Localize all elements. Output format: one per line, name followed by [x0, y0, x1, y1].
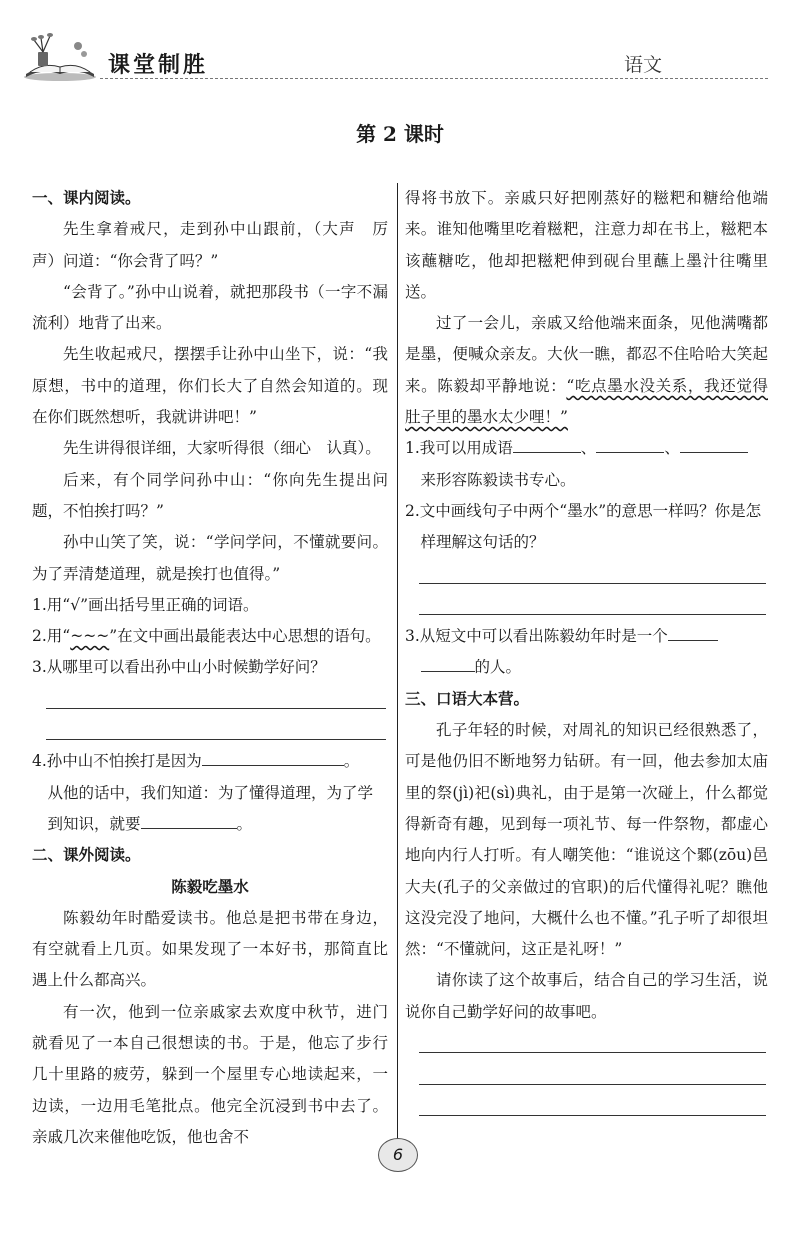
- underlined-sentence: “吃点墨水没关系，我还觉得肚子里的墨水太少哩！”: [405, 376, 768, 427]
- lesson-title: 第 2 课时: [356, 122, 444, 146]
- story-paragraph-cont: 得将书放下。亲戚只好把刚蒸好的糍粑和糖给他端来。谁知他嘴里吃着糍粑，注意力却在书上，糍粑本该蘸糖吃，他却把糍粑伸到砚台里蘸上墨汁往嘴里送。: [405, 189, 768, 301]
- answer-blank[interactable]: [680, 434, 748, 453]
- answer-blank[interactable]: [421, 653, 475, 672]
- answer-blank[interactable]: [513, 434, 581, 453]
- answer-line[interactable]: [32, 715, 388, 746]
- question-r1-text: 1.我可以用成语: [405, 439, 513, 458]
- answer-line[interactable]: [405, 1028, 768, 1059]
- passage-paragraph: 先生拿着戒尺，走到孙中山跟前，（大声 厉声）问道：“你会背了吗？”: [32, 220, 388, 270]
- answer-line[interactable]: [405, 590, 768, 621]
- passage-paragraph: 孙中山笑了笑，说：“学问学问，不懂就要问。为了弄清楚道理，就是挨打也值得。”: [32, 533, 388, 583]
- speaking-prompt: 请你读了这个故事后，结合自己的学习生活，说说你自己勤学好问的故事吧。: [405, 971, 768, 1021]
- column-divider: [397, 183, 398, 1147]
- separator: 、: [580, 439, 597, 458]
- page-number: 6: [378, 1138, 418, 1172]
- story-paragraph: 有一次，他到一位亲戚家去欢度中秋节，进门就看见了一本自己很想读的书。于是，他忘了步行几十里路的疲劳，躲到一个屋里专心地读起来，一边读，一边用毛笔批点。他完全沉浸到书中去了。亲戚几次来催他吃饭，他也舍不: [32, 1002, 388, 1146]
- story-title: 陈毅吃墨水: [171, 877, 249, 896]
- question-r1-cont: 来形容陈毅读书专心。: [420, 470, 576, 489]
- question-4-text: 从他的话中，我们知道：为了懂得道理，为了学到知识，就要: [47, 783, 374, 833]
- books-plant-logo: [20, 30, 100, 82]
- separator: 、: [664, 439, 680, 458]
- period: 。: [236, 814, 253, 833]
- section-1-title: 一、课内阅读。: [32, 189, 141, 207]
- question-r3: [405, 621, 768, 652]
- answer-blank[interactable]: [141, 810, 237, 829]
- answer-blank[interactable]: [202, 747, 344, 766]
- question-r3-text: 的人。: [474, 658, 522, 677]
- passage-paragraph: 先生讲得很详细，大家听得很（细心 认真）。: [63, 439, 381, 458]
- answer-line[interactable]: [405, 1059, 768, 1090]
- question-3: 3.从哪里可以看出孙中山小时候勤学好问？: [32, 658, 326, 677]
- question-2: [32, 621, 388, 652]
- answer-line[interactable]: [32, 684, 388, 715]
- left-column: [32, 183, 404, 1153]
- right-column: [405, 183, 768, 1122]
- question-r2: 2.文中画线句子中两个“墨水”的意思一样吗？你是怎样理解这句话的？: [405, 501, 762, 552]
- question-r3-text: 3.从短文中可以看出陈毅幼年时是一个: [405, 627, 668, 646]
- header-title: 课堂制胜: [108, 53, 209, 78]
- question-4-text: 4.孙中山不怕挨打是因为: [32, 752, 202, 771]
- period: 。: [343, 752, 360, 771]
- answer-blank[interactable]: [596, 434, 664, 453]
- section-2-title: 二、课外阅读。: [32, 846, 141, 865]
- header-rule: [100, 78, 768, 79]
- passage-paragraph: 后来，有个同学问孙中山：“你向先生提出问题，不怕挨打吗？”: [32, 470, 388, 520]
- story-paragraph: 陈毅幼年时酷爱读书。他总是把书带在身边，有空就看上几页。如果发现了一本好书，那简直比遇上什么都高兴。: [32, 908, 388, 990]
- story-text: 过了一会儿，亲戚又给他端来面条，见他满嘴都是墨，便喊众亲友。大伙一瞧，都忍不住哈哈大笑起来。陈毅却平静地说：: [405, 314, 768, 395]
- question-4-cont: [32, 778, 388, 841]
- passage-paragraph: 先生收起戒尺，摆摆手让孙中山坐下，说：“我原想，书中的道理，你们长大了自然会知道的。现在你们既然想听，我就讲讲吧！”: [32, 345, 388, 427]
- story-paragraph: [405, 308, 768, 433]
- header-subject: 语文: [624, 54, 663, 76]
- answer-blank[interactable]: [668, 622, 718, 641]
- question-4: [32, 746, 388, 777]
- question-2-text: 2.用“: [32, 627, 71, 646]
- passage-paragraph: “会背了。”孙中山说着，就把那段书（一字不漏 流利）地背了出来。: [32, 282, 404, 333]
- question-2-text: ”在文中画出最能表达中心思想的语句。: [109, 627, 381, 646]
- question-1: 1.用“√”画出括号里正确的词语。: [32, 595, 259, 614]
- question-r3-cont: [405, 652, 768, 683]
- question-r1: [405, 433, 768, 464]
- speaking-story: 孔子年轻的时候，对周礼的知识已经很熟悉了，可是他仍旧不断地努力钻研。有一回，他去参加太庙里的祭(jì)祀(sì)典礼，由于是第一次碰上，什么都觉得新奇有趣，见到每一项礼节、每一件祭物，都虚心地向内行人打听。有人嘲笑他：“谁说这个鄹(zōu)邑大夫(孔子的父亲做过的官职)的后代懂得礼呢？瞧他这没完没了地问，大概什么也不懂。”孔子听了却很坦然：“不懂就问，这正是礼呀！”: [405, 721, 768, 959]
- section-3-title: 三、口语大本营。: [405, 689, 530, 708]
- answer-line[interactable]: [405, 559, 768, 590]
- answer-line[interactable]: [405, 1091, 768, 1122]
- wavy-line-mark: ~~~: [70, 627, 110, 646]
